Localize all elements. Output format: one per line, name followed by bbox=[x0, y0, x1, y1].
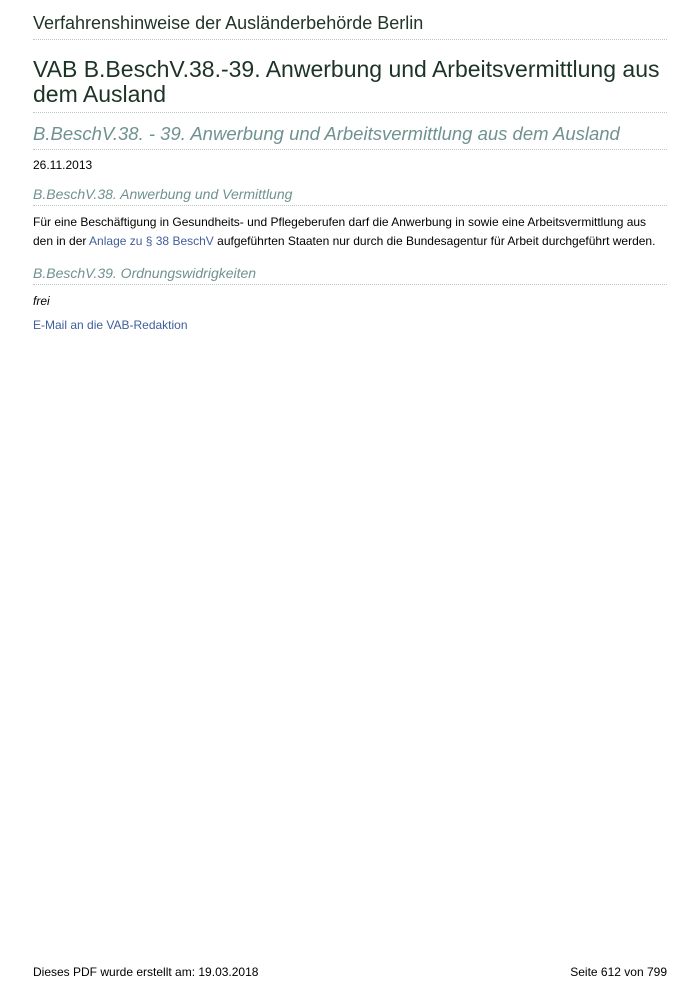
mail-editorial-link[interactable]: E-Mail an die VAB-Redaktion bbox=[33, 318, 188, 332]
section-text-before-link: Für eine Beschäftigung in Gesundheits- und Pflegeberufen darf die Anwerbung in sowie eine Arbeitsvermittlung aus den in der bbox=[33, 215, 647, 248]
section-body-38 bbox=[33, 213, 667, 251]
running-header: Verfahrenshinweise der Ausländerbehörde Berlin bbox=[33, 13, 667, 40]
footer-page-number: Seite 612 von 799 bbox=[570, 965, 667, 979]
section-heading-38: B.BeschV.38. Anwerbung und Vermittlung bbox=[33, 186, 667, 206]
document-subtitle: B.BeschV.38. - 39. Anwerbung und Arbeitsvermittlung aus dem Ausland bbox=[33, 123, 667, 150]
anlage-beschv-link[interactable]: Anlage zu § 38 BeschV bbox=[89, 234, 214, 248]
document-date: 26.11.2013 bbox=[33, 158, 93, 172]
document-title: VAB B.BeschV.38.-39. Anwerbung und Arbeitsvermittlung aus dem Ausland bbox=[33, 57, 667, 113]
section-heading-39: B.BeschV.39. Ordnungswidrigkeiten bbox=[33, 265, 667, 285]
page-footer bbox=[33, 965, 667, 979]
footer-created-date: Dieses PDF wurde erstellt am: 19.03.2018 bbox=[33, 965, 259, 979]
document-page bbox=[33, 0, 667, 332]
section-text-after-link: aufgeführten Staaten nur durch die Bundesagentur für Arbeit durchgeführt werden. bbox=[213, 234, 656, 248]
section-body-39: frei bbox=[33, 294, 50, 308]
